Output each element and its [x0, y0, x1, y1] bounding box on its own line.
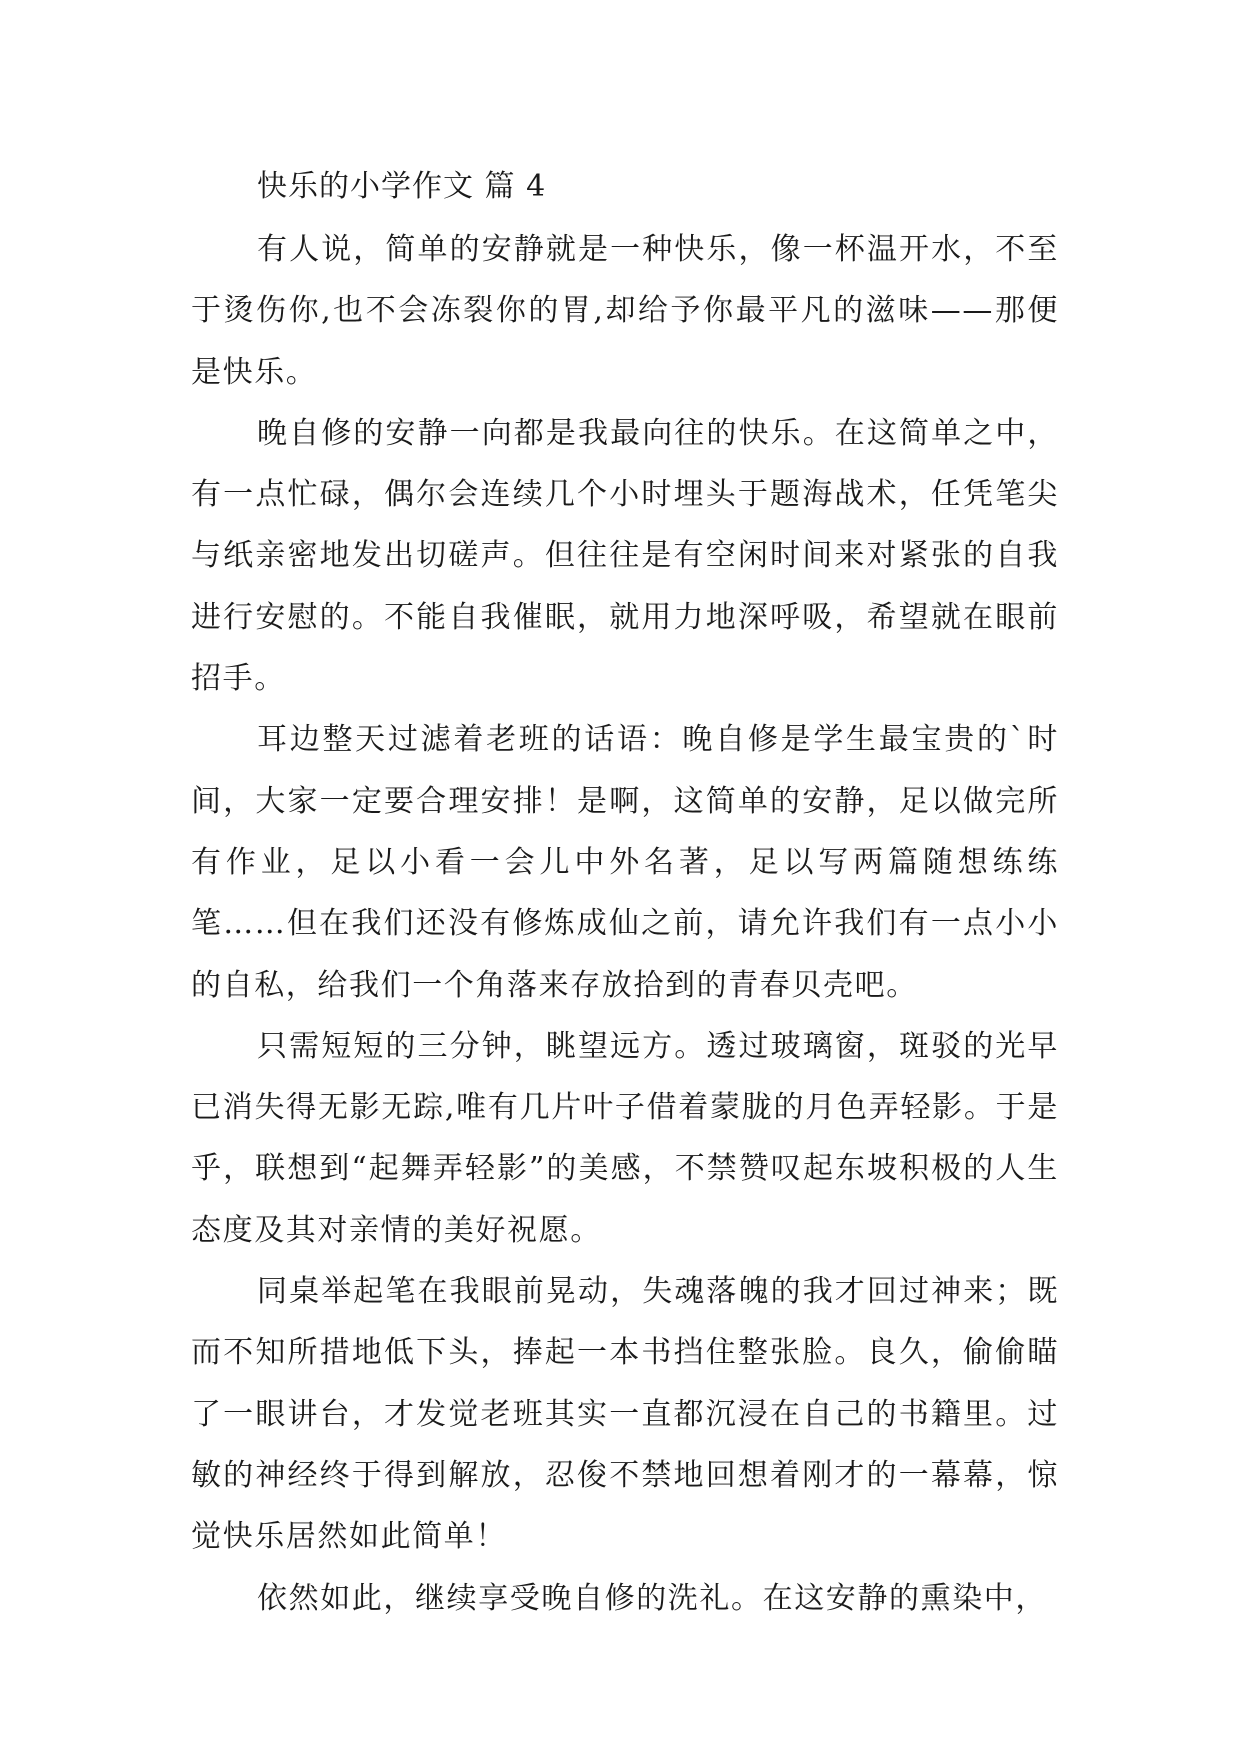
document-body: [191, 157, 1059, 1629]
paragraph-1: 有人说，简单的安静就是一种快乐，像一杯温开水，不至于烫伤你,也不会冻裂你的胃,却给予你最平凡的滋味——那便是快乐。: [191, 232, 1059, 390]
paragraph-4: 只需短短的三分钟，眺望远方。透过玻璃窗，斑驳的光早已消失得无影无踪,唯有几片叶子借着蒙胧的月色弄轻影。于是乎，联想到“起舞弄轻影”的美感，不禁赞叹起东坡积极的人生态度及其对亲情的美好祝愿。: [191, 1028, 1059, 1248]
document-title: 快乐的小学作文 篇 4: [257, 169, 547, 204]
paragraph-6: 依然如此，继续享受晚自修的洗礼。在这安静的熏染中，: [257, 1580, 1047, 1616]
paragraph-5: 同桌举起笔在我眼前晃动，失魂落魄的我才回过神来；既而不知所措地低下头，捧起一本书挡住整张脸。良久，偷偷瞄了一眼讲台，才发觉老班其实一直都沉浸在自己的书籍里。过敏的神经终于得到解放，忍俊不禁地回想着刚才的一幕幕，惊觉快乐居然如此简单！: [191, 1274, 1059, 1555]
paragraph-3: 耳边整天过滤着老班的话语：晚自修是学生最宝贵的`时间，大家一定要合理安排！是啊，这简单的安静，足以做完所有作业，足以小看一会儿中外名著，足以写两篇随想练练笔……但在我们还没有修炼成仙之前，请允许我们有一点小小的自私，给我们一个角落来存放拾到的青春贝壳吧。: [191, 722, 1059, 1003]
paragraph-2: 晚自修的安静一向都是我最向往的快乐。在这简单之中，有一点忙碌，偶尔会连续几个小时埋头于题海战术，任凭笔尖与纸亲密地发出切磋声。但往往是有空闲时间来对紧张的自我进行安慰的。不能自我催眠，就用力地深呼吸，希望就在眼前招手。: [191, 415, 1059, 697]
